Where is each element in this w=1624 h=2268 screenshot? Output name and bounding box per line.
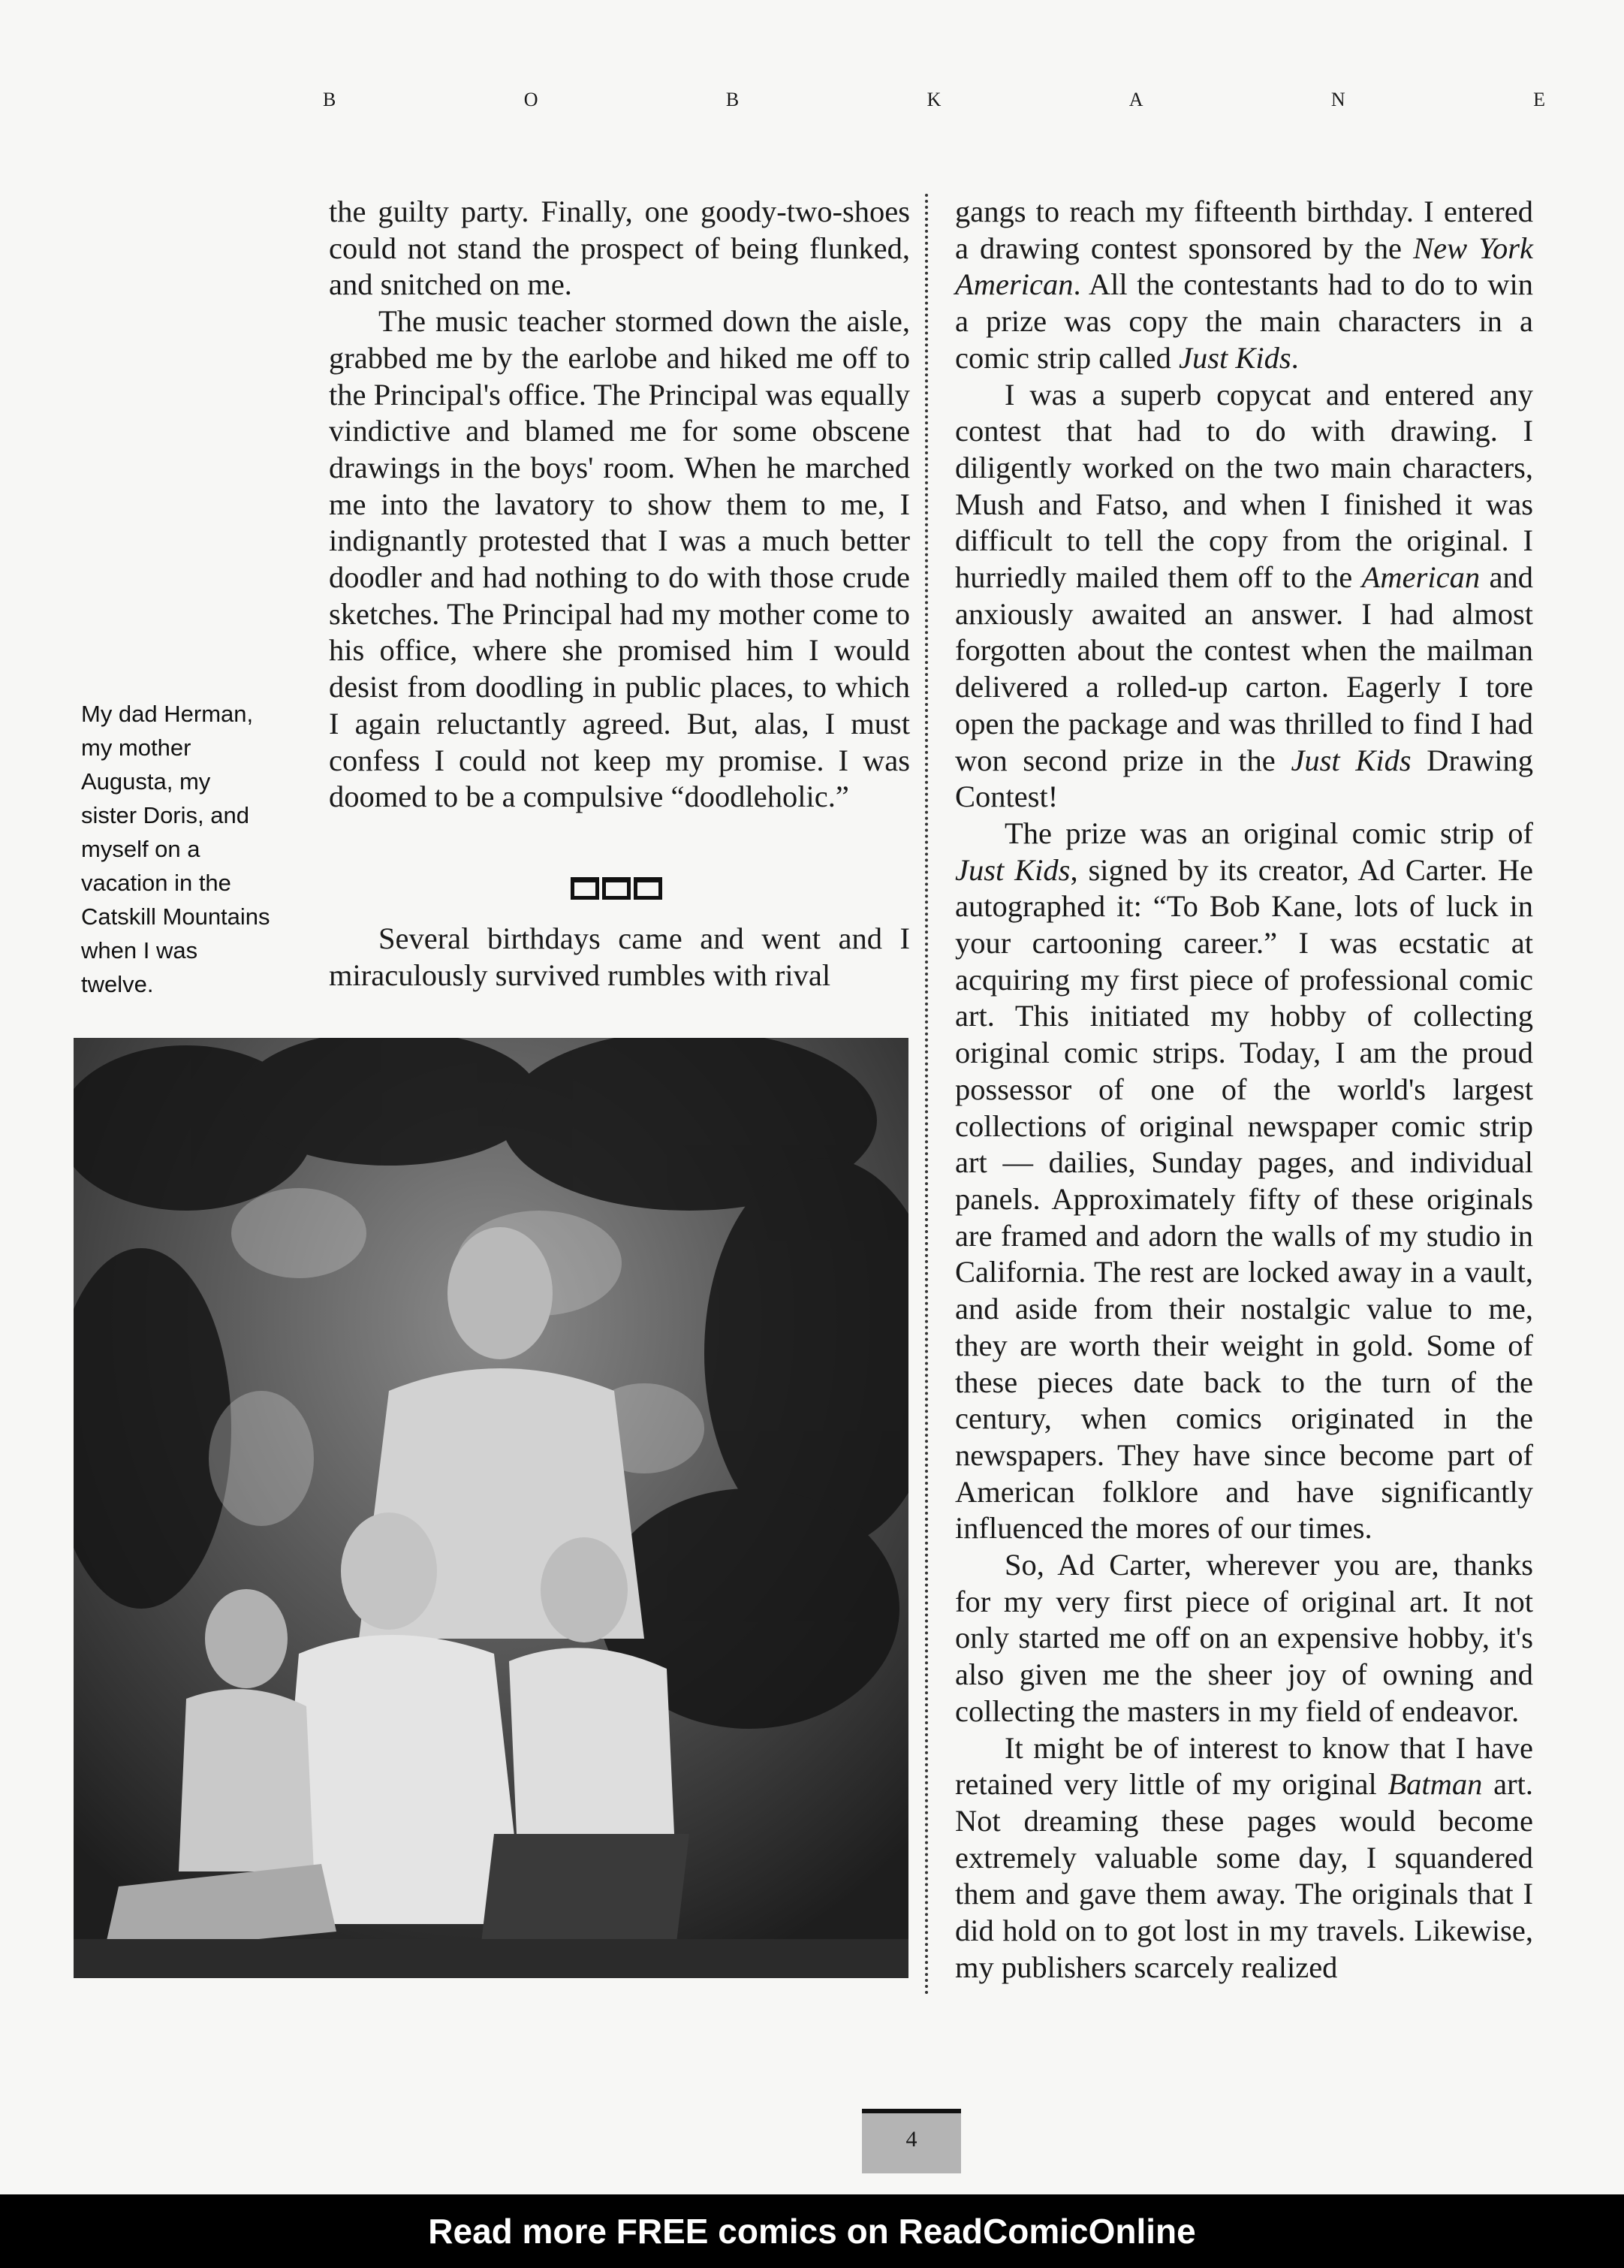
paragraph: gangs to reach my fifteenth birthday. I entered a drawing contest sponsored by the New York American. All the contestants had to do to win a prize was copy the main characters in a comic strip called Just Kids. — [955, 195, 1534, 375]
paragraph: I was a superb copycat and entered any contest that had to do with drawing. I diligently worked on the two main characters, Mush and Fatso, and when I finished it was difficult to tell the copy from the original. I hurriedly mailed them off to the American and anxiously awaited an answer. I had almost forgotten about the contest when the mailman delivered a rolled-up carton. Eagerly I tore open the package and was thrilled to find I had won second prize in the Just Kids Drawing Contest! — [955, 377, 1533, 814]
header-letter: N — [1330, 89, 1347, 110]
running-header — [323, 89, 1547, 111]
promo-banner[interactable]: Read more FREE comics on ReadComicOnline — [0, 2194, 1624, 2268]
header-letter: A — [1128, 89, 1145, 110]
paragraph: So, Ad Carter, wherever you are, thanks for my very first piece of original art. It not only started me off on an expensive hobby, it's also given me the sheer joy of owning and collecting the masters in my field of endeavor. — [955, 1548, 1533, 1728]
header-letter: E — [1533, 89, 1547, 110]
paragraph: The prize was an original comic strip of Just Kids, signed by its creator, Ad Carter. He autographed it: “To Bob Kane, lots of luck in your cartooning career.” I was ecstatic at acquiring my first piece of professional comic art. This initiated my hobby of collecting original comic strips. Today, I am the proud possessor of one of the world's largest collections of original newspaper comic strip art — dailies, Sunday pages, and individual panels. Approximately fifty of these originals are framed and adorn the walls of my studio in California. The rest are locked away in a vault, and aside from their nostalgic value to me, they are worth their weight in gold. Some of these pieces date back to the turn of the century, when comics originated in the newspapers. They have since become part of American folklore and have significantly influenced the mores of our times. — [955, 816, 1533, 1546]
header-letter: O — [523, 89, 540, 110]
family-photo — [74, 1038, 908, 1978]
paragraph: The music teacher stormed down the aisle, grabbed me by the earlobe and hiked me off to the Principal's office. The Principal was equally vindictive and blamed me for some obscene drawings in the boys' room. When he marched me into the lavatory to show them to me, I indignantly protested that I was a much better doodler and had nothing to do with those crude sketches. The Principal had my mother come to his office, where she promised him I would desist from doodling in public places, to which I again reluctantly agreed. But, alas, I must confess I could not keep my promise. I was doomed to be a compulsive “doodleholic.” — [329, 304, 910, 814]
page-number: 4 — [862, 2109, 961, 2173]
paragraph: It might be of interest to know that I have retained very little of my original Batman art. Not dreaming these pages would become extremely valuable some day, I squandered them and gave them away. The originals that I did hold on to got lost in my travels. Likewise, my publishers scarcely realized — [955, 1730, 1534, 1984]
section-break-ornament — [571, 877, 662, 900]
photo-caption: My dad Herman, my mother Augusta, my sister Doris, and myself on a vacation in the Catskill Mountains when I was twelve. — [81, 701, 270, 997]
paragraph: the guilty party. Finally, one goody-two-shoes could not stand the prospect of being flunked, and snitched on me. — [329, 195, 910, 302]
left-column — [329, 194, 910, 816]
paragraph: Several birthdays came and went and I miraculously survived rumbles with rival — [329, 921, 910, 992]
header-letter: B — [323, 89, 338, 110]
header-letter: K — [926, 89, 943, 110]
header-letter: B — [725, 89, 741, 110]
column-divider — [925, 194, 928, 1996]
left-column-continued — [329, 921, 910, 994]
right-column — [955, 194, 1533, 1986]
